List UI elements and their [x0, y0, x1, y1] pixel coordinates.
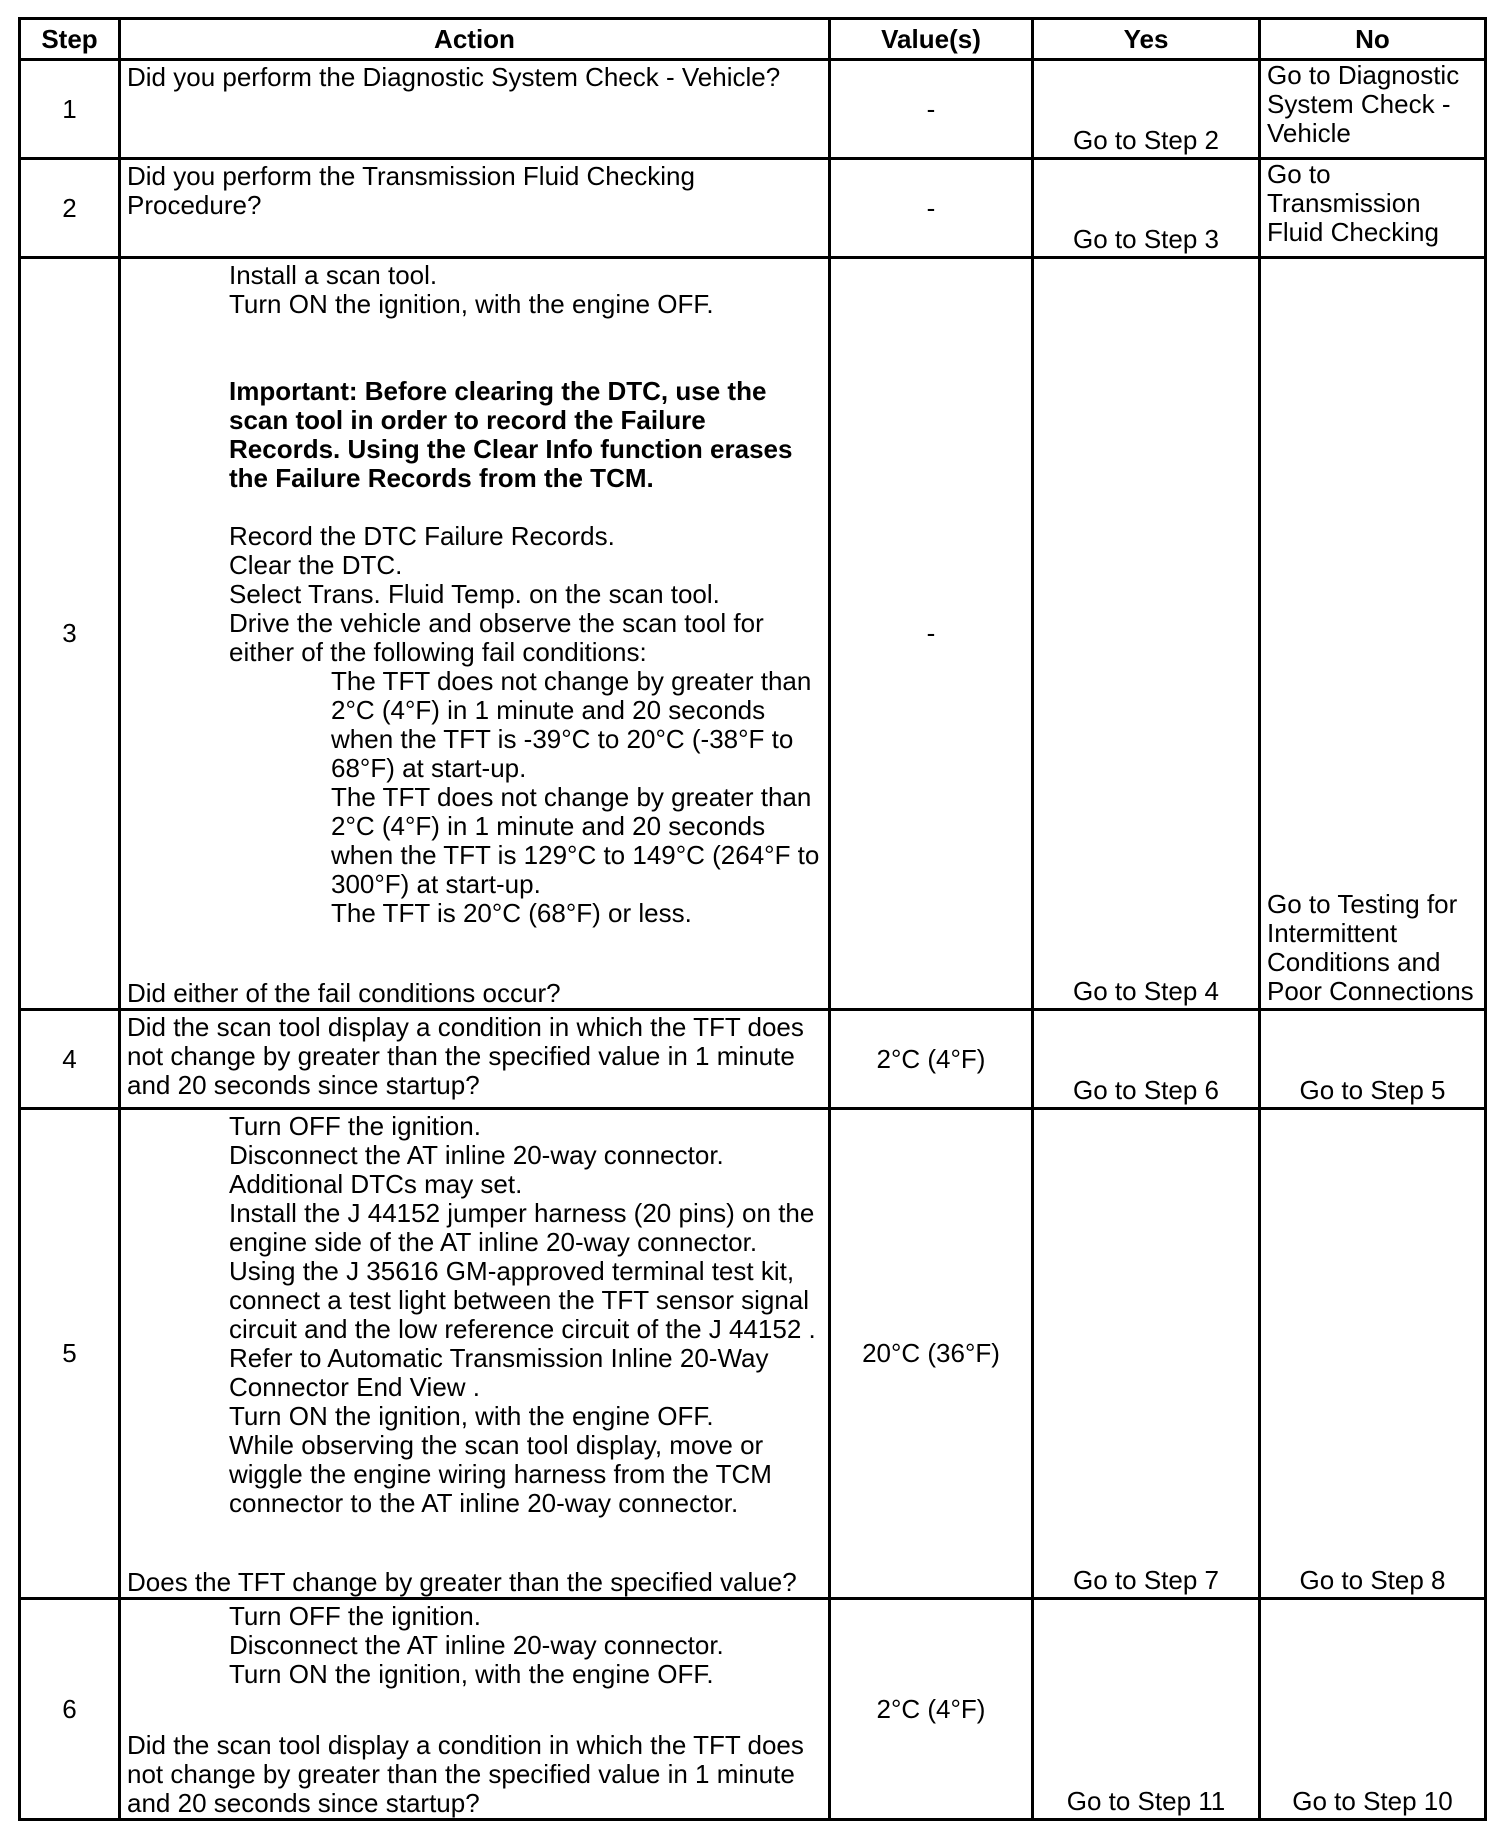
yes-cell: Go to Step 7: [1033, 1109, 1260, 1599]
action-cell: [120, 1599, 830, 1820]
header-row: [20, 19, 1486, 60]
table-row: [20, 1010, 1486, 1109]
action-steps: [127, 261, 822, 667]
value-cell: 20°C (36°F): [830, 1109, 1033, 1599]
action-cell: [120, 60, 830, 159]
action-step: Turn ON the ignition, with the engine OFF.: [229, 1659, 714, 1690]
fail-condition: The TFT does not change by greater than 2°C (4°F) in 1 minute and 20 seconds when the TFT is 129°C to 149°C (264°F to 300°F) at start-up.: [331, 782, 820, 900]
table-row: [20, 159, 1486, 258]
header-values: Value(s): [830, 19, 1033, 60]
value-cell: 2°C (4°F): [830, 1599, 1033, 1820]
action-text: Did the scan tool display a condition in which the TFT does not change by greater than the specified value in 1 minute and 20 seconds since startup?: [127, 1012, 804, 1101]
action-step: Drive the vehicle and observe the scan tool for either of the following fail conditions:: [229, 608, 764, 668]
important-note: Important: Before clearing the DTC, use the scan tool in order to record the Failure Records. Using the Clear Info function erases the Failure Records from the TCM.: [229, 376, 793, 494]
yes-cell: Go to Step 11: [1033, 1599, 1260, 1820]
yes-cell: Go to Step 6: [1033, 1010, 1260, 1109]
value-cell: -: [830, 159, 1033, 258]
action-text: Did you perform the Diagnostic System Check - Vehicle?: [127, 62, 781, 92]
diagnostic-table: [18, 17, 1487, 1821]
action-step: Disconnect the AT inline 20-way connector. Additional DTCs may set.: [229, 1140, 724, 1200]
fail-condition: The TFT does not change by greater than 2°C (4°F) in 1 minute and 20 seconds when the TFT is -39°C to 20°C (-38°F to 68°F) at start-up.: [331, 666, 812, 784]
yes-cell: Go to Step 3: [1033, 159, 1260, 258]
no-cell: Go to Step 10: [1260, 1599, 1486, 1820]
value-cell: -: [830, 60, 1033, 159]
step-number: 1: [20, 60, 120, 159]
action-step: Record the DTC Failure Records.: [229, 521, 615, 552]
header-action: Action: [120, 19, 830, 60]
header-step: Step: [20, 19, 120, 60]
action-steps: [127, 1112, 822, 1518]
header-yes: Yes: [1033, 19, 1260, 60]
step-number: 4: [20, 1010, 120, 1109]
yes-cell: Go to Step 4: [1033, 258, 1260, 1010]
action-cell: [120, 159, 830, 258]
action-cell: [120, 258, 830, 1010]
step-number: 2: [20, 159, 120, 258]
step-number: 6: [20, 1599, 120, 1820]
value-cell: -: [830, 258, 1033, 1010]
value-cell: 2°C (4°F): [830, 1010, 1033, 1109]
no-cell: Go to Step 5: [1260, 1010, 1486, 1109]
action-step: Turn ON the ignition, with the engine OFF.: [229, 289, 714, 320]
yes-cell: Go to Step 2: [1033, 60, 1260, 159]
action-cell: [120, 1109, 830, 1599]
action-step: Disconnect the AT inline 20-way connector.: [229, 1630, 724, 1661]
action-step: Select Trans. Fluid Temp. on the scan tool.: [229, 579, 720, 610]
step-number: 5: [20, 1109, 120, 1599]
action-step: Turn OFF the ignition.: [229, 1111, 481, 1142]
action-step: Install a scan tool.: [229, 260, 438, 291]
action-step: Using the J 35616 GM-approved terminal test kit, connect a test light between the TFT sensor signal circuit and the low reference circuit of the J 44152 . Refer to Automatic Transmission Inline 20-Way Connector End View .: [229, 1256, 816, 1403]
table-row: [20, 1599, 1486, 1820]
no-cell: Go to Step 8: [1260, 1109, 1486, 1599]
header-no: No: [1260, 19, 1486, 60]
no-cell: Go to Transmission Fluid Checking: [1260, 159, 1486, 258]
action-step: Install the J 44152 jumper harness (20 pins) on the engine side of the AT inline 20-way connector.: [229, 1198, 815, 1258]
action-cell: [120, 1010, 830, 1109]
action-step: Clear the DTC.: [229, 550, 403, 581]
step-number: 3: [20, 258, 120, 1010]
no-cell: Go to Diagnostic System Check - Vehicle: [1260, 60, 1486, 159]
action-question: Did either of the fail conditions occur?: [127, 978, 561, 1009]
action-question: Does the TFT change by greater than the specified value?: [127, 1567, 797, 1598]
action-text: Did you perform the Transmission Fluid Checking Procedure?: [127, 161, 695, 221]
table-row: [20, 60, 1486, 159]
action-step: While observing the scan tool display, move or wiggle the engine wiring harness from the TCM connector to the AT inline 20-way connector.: [229, 1430, 772, 1519]
fail-conditions: [127, 667, 822, 928]
action-question: Did the scan tool display a condition in which the TFT does not change by greater than the specified value in 1 minute and 20 seconds since startup?: [127, 1730, 804, 1818]
action-step: Turn OFF the ignition.: [229, 1601, 481, 1632]
no-cell: Go to Testing for Intermittent Conditions and Poor Connections: [1260, 258, 1486, 1010]
action-step: Turn ON the ignition, with the engine OFF.: [229, 1401, 714, 1432]
table-row: [20, 1109, 1486, 1599]
action-steps: [127, 1602, 822, 1689]
fail-condition: The TFT is 20°C (68°F) or less.: [331, 898, 692, 929]
table-row: [20, 258, 1486, 1010]
